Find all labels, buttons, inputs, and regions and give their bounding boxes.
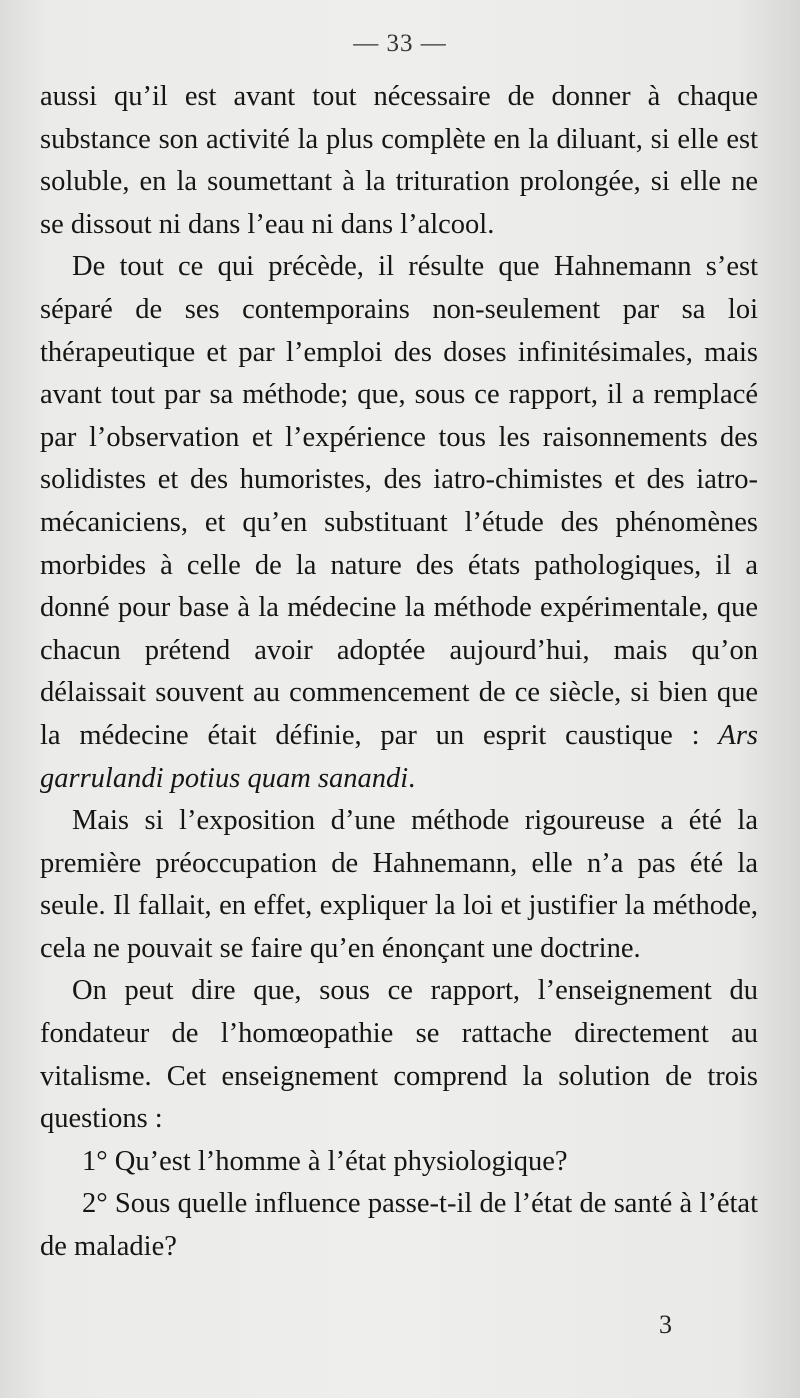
latin-quotation: Ars garrulandi potius quam sanandi	[40, 719, 758, 794]
signature-mark: 3	[659, 1310, 672, 1339]
paragraph-2	[40, 246, 758, 800]
page-number-header: — 33 —	[353, 30, 447, 57]
paragraph-1: aussi qu’il est avant tout nécessaire de donner à chaque substance son activité la plus complète en la diluant, si elle est soluble, en la soumettant à la trituration prolongée, si elle ne se dissout ni dans l’eau ni dans l’alcool.	[40, 81, 758, 240]
paragraph-3: Mais si l’exposition d’une méthode rigoureuse a été la première préoccupation de Hahnemann, elle n’a pas été la seule. Il fallait, en effet, expliquer la loi et justifier la méthode, cela ne pouvait se faire qu’en énonçant une doctrine.	[40, 805, 758, 964]
paragraph-2-end: .	[408, 762, 416, 794]
paragraph-4: On peut dire que, sous ce rapport, l’enseignement du fondateur de l’homœopathie se rattache directement au vitalisme. Cet enseignement comprend la solution de trois questions :	[40, 975, 758, 1135]
question-2: 2° Sous quelle influence passe-t-il de l’état de santé à l’état de maladie?	[40, 1188, 758, 1263]
paragraph-2-text: De tout ce qui précède, il résulte que Hahnemann s’est séparé de ses contemporains non-seulement par sa loi thérapeutique et par l’emploi des doses infinitésimales, mais avant tout par sa méthode; que, sous ce rapport, il a remplacé par l’observation et l’expérience tous les raisonnements des solidistes et des humoristes, des iatro-chimistes et des iatro-mécaniciens, et qu’en substituant l’étude des phénomènes morbides à celle de la nature des états pathologiques, il a donné pour base à la médecine la méthode expérimentale, que chacun prétend avoir adoptée aujourd’hui, mais qu’on délaissait souvent au commencement de ce siècle, si bien que la médecine était définie, par un esprit caustique :	[40, 251, 758, 751]
body-text	[40, 76, 758, 1269]
question-1: 1° Qu’est l’homme à l’état physiologique?	[82, 1145, 568, 1177]
